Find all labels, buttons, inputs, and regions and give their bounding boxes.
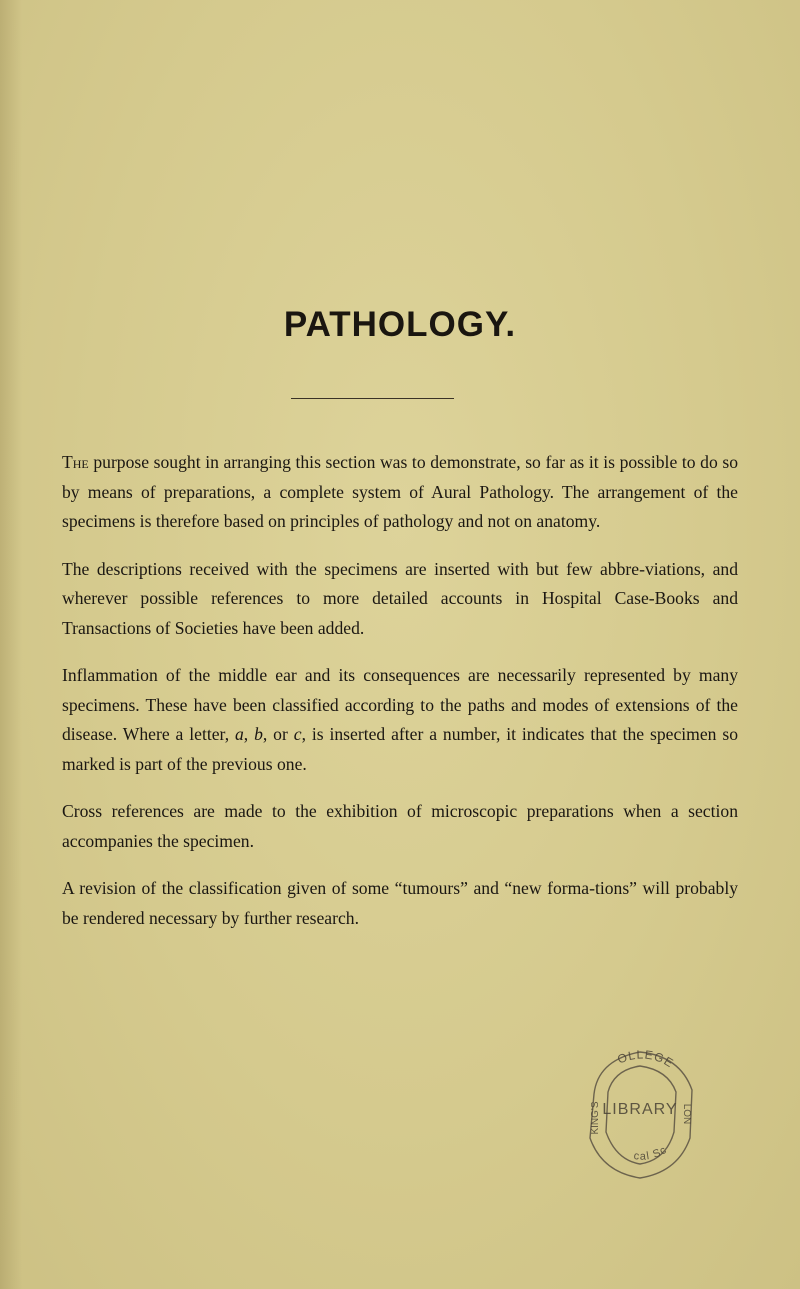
separator: , or xyxy=(262,724,294,744)
paragraph-lead-word: The xyxy=(62,452,89,472)
stamp-ring-right: LON xyxy=(681,1103,692,1125)
paragraph-text: purpose sought in arranging this section was to demonstrate, so far as it is possible to do so by means of preparations, a complete system of Aural Pathology. The arrangement of the specimens is therefore based on principles of pathology and not on anatomy. xyxy=(62,452,738,531)
stamp-ring-bottom: cal Sc xyxy=(633,1143,670,1163)
stamp-center-text: LIBRARY xyxy=(602,1101,678,1118)
page-edge-shadow xyxy=(0,0,22,1289)
body-text xyxy=(62,448,738,951)
library-stamp xyxy=(568,1030,712,1184)
paragraph-4: Cross references are made to the exhibition of microscopic preparations when a section accompanies the specimen. xyxy=(62,801,738,851)
separator: , xyxy=(243,724,255,744)
title-divider xyxy=(291,398,454,399)
stamp-ring-left: KING'S xyxy=(590,1101,601,1135)
paragraph-5: A revision of the classification given of some “tumours” and “new forma-tions” will probably be rendered necessary by further research. xyxy=(62,878,738,928)
paragraph-text: Inflammation of the middle ear and its consequences are necessarily represented by many specimens. These have been classified according to the paths and modes of extensions of the disease. Where a letter, xyxy=(62,665,738,744)
letter-c: c xyxy=(293,724,302,744)
stamp-ring-top: OLLEGE xyxy=(615,1047,677,1071)
letter-a: a xyxy=(235,724,244,744)
paragraph-1 xyxy=(62,448,738,537)
paragraph-2: The descriptions received with the specimens are inserted with but few abbre-viations, and wherever possible references to more detailed accounts in Hospital Case-Books and Transactions of Societies have been added. xyxy=(62,558,738,638)
paragraph-text: , is inserted after a number, it indicates that the specimen so marked is part of the previous one. xyxy=(62,724,738,774)
svg-text:cal Sc xyxy=(633,1144,669,1163)
letter-b: b xyxy=(254,724,263,744)
page-title: PATHOLOGY. xyxy=(283,305,517,344)
paragraph-3 xyxy=(62,661,738,779)
